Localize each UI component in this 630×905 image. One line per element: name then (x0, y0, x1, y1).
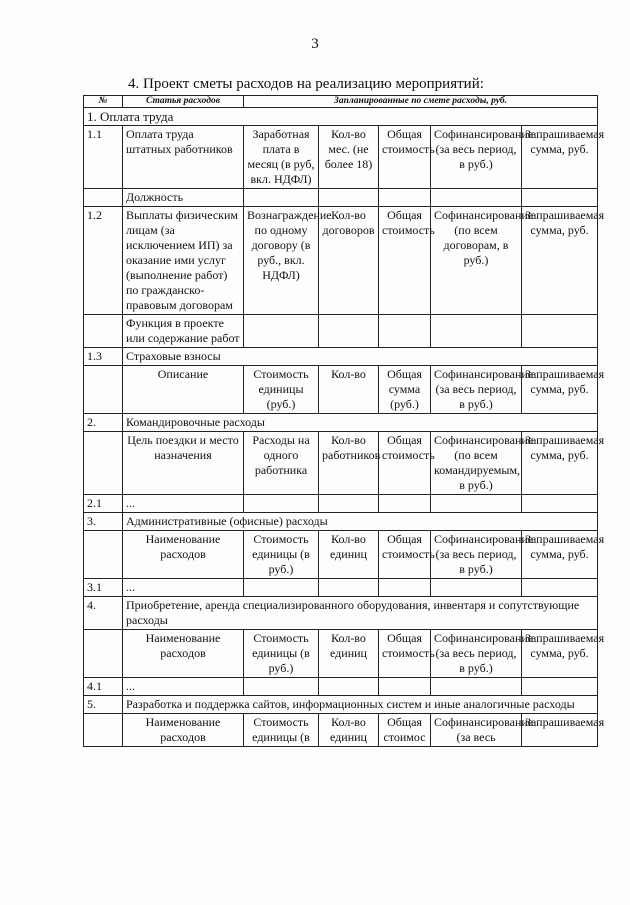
table-row (84, 531, 598, 579)
row-name: Должность (123, 189, 244, 207)
table-row (84, 513, 598, 531)
col-total: Общая стоимость (379, 126, 431, 189)
row-num: 4.1 (84, 678, 123, 696)
table-row (84, 315, 598, 348)
row-num: 1.2 (84, 207, 123, 315)
col-qty: Кол-во единиц (319, 630, 379, 678)
row-subheader: Описание (123, 366, 244, 414)
table-row (84, 189, 598, 207)
row-name: Страховые взносы (123, 348, 598, 366)
col-cofinance: Софинансирование (за весь период, в руб.) (431, 126, 522, 189)
row-name: ... (123, 495, 244, 513)
col-cofinance: Софинансирование (за весь (431, 714, 522, 747)
row-num: 2.1 (84, 495, 123, 513)
table-row (84, 126, 598, 189)
col-requested: Запрашиваемая сумма, руб. (522, 126, 598, 189)
col-unit: Стоимость единицы (в руб.) (244, 630, 319, 678)
col-qty: Кол-во единиц (319, 531, 379, 579)
header-num: № (84, 96, 123, 108)
col-cofinance: Софинансирование (за весь период, в руб.) (431, 531, 522, 579)
row-subheader: Наименование расходов (123, 531, 244, 579)
row-subheader: Наименование расходов (123, 714, 244, 747)
row-name: Выплаты физическим лицам (за исключением ИП) за оказание ими услуг (выполнение работ) по гражданско-правовым договорам (123, 207, 244, 315)
col-unit: Вознаграждение по одному договору (в руб., вкл. НДФЛ) (244, 207, 319, 315)
col-total: Общая стоимос (379, 714, 431, 747)
table-row (84, 630, 598, 678)
col-unit: Заработная плата в месяц (в руб, вкл. НДФЛ) (244, 126, 319, 189)
col-qty: Кол-во мес. (не более 18) (319, 126, 379, 189)
section-row (84, 108, 598, 126)
col-cofinance: Софинансирование (по всем командируемым, в руб.) (431, 432, 522, 495)
col-requested: Запрашиваемая сумма, руб. (522, 531, 598, 579)
table-header-row (84, 96, 598, 108)
row-name: Приобретение, аренда специализированного оборудования, инвентаря и сопутствующие расходы (123, 597, 598, 630)
row-num: 3. (84, 513, 123, 531)
col-unit: Стоимость единицы (руб.) (244, 366, 319, 414)
table-row (84, 495, 598, 513)
col-requested: Запрашиваемая сумма, руб. (522, 207, 598, 315)
col-requested: Запрашиваемая сумма, руб. (522, 366, 598, 414)
col-unit: Расходы на одного работника (244, 432, 319, 495)
table-row (84, 696, 598, 714)
row-num: 1.1 (84, 126, 123, 189)
section-1-label: 1. Оплата труда (84, 108, 598, 126)
col-requested: Запрашиваемая сумма, руб. (522, 630, 598, 678)
table-row (84, 678, 598, 696)
row-num: 4. (84, 597, 123, 630)
header-article: Статья расходов (123, 96, 244, 108)
col-unit: Стоимость единицы (в руб.) (244, 531, 319, 579)
row-num: 5. (84, 696, 123, 714)
row-num: 1.3 (84, 348, 123, 366)
col-cofinance: Софинансирование (за весь период, в руб.) (431, 630, 522, 678)
document-title: 4. Проект сметы расходов на реализацию мероприятий: (128, 76, 484, 92)
col-requested: Запрашиваемая сумма, руб. (522, 432, 598, 495)
table-row (84, 714, 598, 747)
col-total: Общая стоимость (379, 531, 431, 579)
col-total: Общая сумма (руб.) (379, 366, 431, 414)
row-name: Функция в проекте или содержание работ (123, 315, 244, 348)
col-cofinance: Софинансирование (по всем договорам, в руб.) (431, 207, 522, 315)
col-unit: Стоимость единицы (в (244, 714, 319, 747)
col-qty: Кол-во единиц (319, 714, 379, 747)
col-qty: Кол-во договоров (319, 207, 379, 315)
row-name: ... (123, 678, 244, 696)
row-subheader: Наименование расходов (123, 630, 244, 678)
col-qty: Кол-во (319, 366, 379, 414)
col-requested: Запрашиваемая (522, 714, 598, 747)
table-row (84, 579, 598, 597)
table-row (84, 348, 598, 366)
col-qty: Кол-во работников (319, 432, 379, 495)
col-total: Общая стоимость (379, 432, 431, 495)
row-name: Оплата труда штатных работников (123, 126, 244, 189)
row-name: Разработка и поддержка сайтов, информационных систем и иные аналогичные расходы (123, 696, 598, 714)
table-row (84, 597, 598, 630)
col-cofinance: Софинансирование (за весь период, в руб.) (431, 366, 522, 414)
col-total: Общая стоимость (379, 630, 431, 678)
row-name: Командировочные расходы (123, 414, 598, 432)
table-row (84, 207, 598, 315)
col-total: Общая стоимость (379, 207, 431, 315)
row-subheader: Цель поездки и место назначения (123, 432, 244, 495)
table-row (84, 366, 598, 414)
table-row (84, 414, 598, 432)
table-row (84, 432, 598, 495)
header-planned: Запланированные по смете расходы, руб. (244, 96, 598, 108)
row-name: Административные (офисные) расходы (123, 513, 598, 531)
budget-table (83, 95, 605, 747)
page-number: 3 (311, 36, 319, 52)
row-num: 3.1 (84, 579, 123, 597)
row-name: ... (123, 579, 244, 597)
row-num: 2. (84, 414, 123, 432)
